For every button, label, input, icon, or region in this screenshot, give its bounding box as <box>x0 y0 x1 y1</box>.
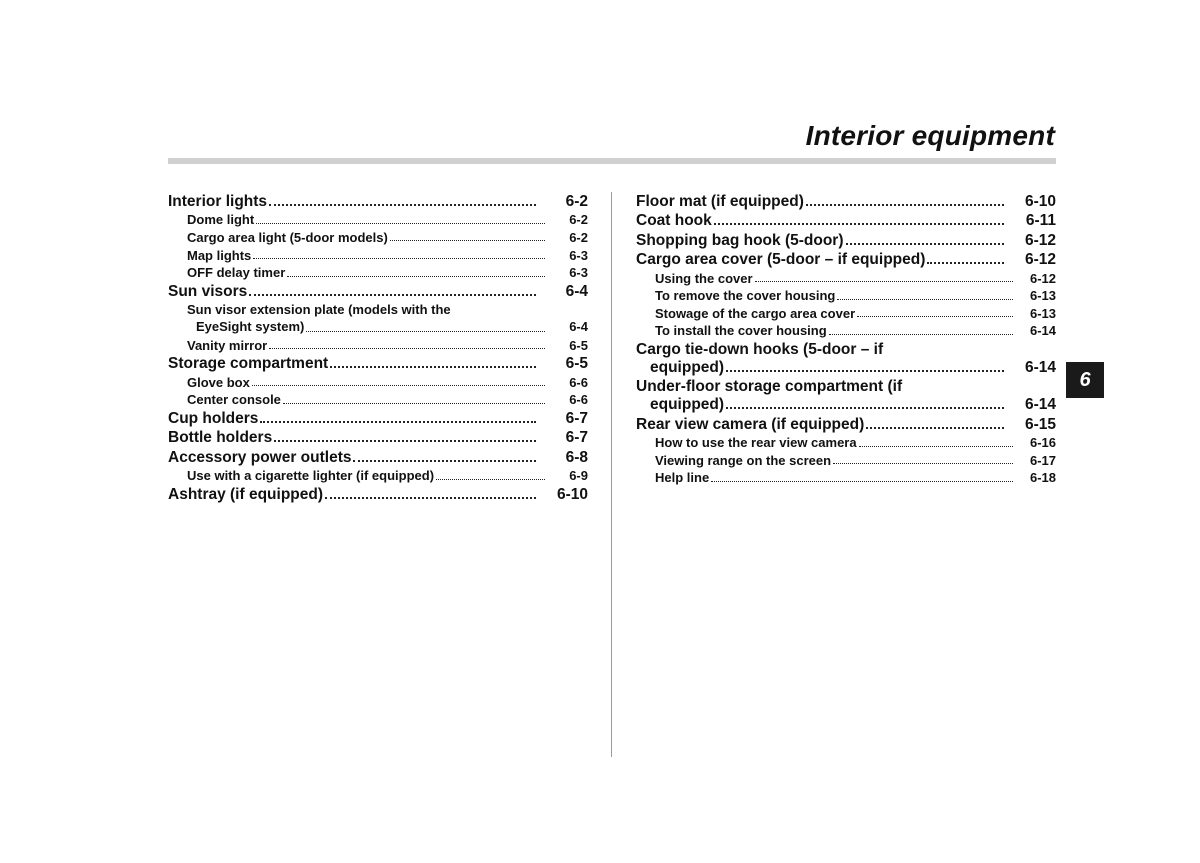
dot-leader <box>829 334 1013 335</box>
toc-entry-label: To remove the cover housing <box>655 288 836 304</box>
toc-entry[interactable] <box>168 355 588 373</box>
toc-page-number: 6-3 <box>569 265 588 281</box>
toc-entry-label: Cargo area cover (5-door – if equipped) <box>636 251 926 269</box>
toc-entry[interactable] <box>636 378 1056 414</box>
toc-entry[interactable] <box>168 429 588 447</box>
toc-page-number: 6-14 <box>1024 396 1056 414</box>
toc-entry-label: Dome light <box>187 212 255 228</box>
toc-page-number: 6-6 <box>569 392 588 408</box>
dot-leader <box>714 223 1004 225</box>
toc-entry-label: Bottle holders <box>168 429 273 447</box>
column-divider <box>611 192 612 757</box>
toc-subentry[interactable] <box>636 470 1056 486</box>
toc-subentry[interactable] <box>168 212 588 228</box>
dot-leader <box>260 421 536 423</box>
toc-entry-label: Coat hook <box>636 212 712 230</box>
toc-page-number: 6-2 <box>569 229 588 245</box>
toc-entry[interactable] <box>168 410 588 428</box>
toc-page-number: 6-7 <box>565 429 588 447</box>
toc-entry-label-continued: EyeSight system) <box>196 318 305 334</box>
toc-page-number: 6-6 <box>569 374 588 390</box>
dot-leader <box>859 446 1013 447</box>
toc-entry-label: Glove box <box>187 374 250 390</box>
toc-entry[interactable] <box>636 341 1056 377</box>
toc-subentry[interactable] <box>168 265 588 281</box>
dot-leader <box>837 299 1013 300</box>
toc-entry-label: Map lights <box>187 247 252 263</box>
toc-page-number: 6-16 <box>1029 435 1056 451</box>
toc-page-number: 6-13 <box>1029 288 1056 304</box>
toc-entry-label: How to use the rear view camera <box>655 435 857 451</box>
toc-entry[interactable] <box>168 193 588 211</box>
dot-leader <box>269 348 545 349</box>
toc-entry-label: Sun visor extension plate (models with the <box>187 302 451 318</box>
toc-subentry[interactable] <box>168 248 588 264</box>
dot-leader <box>306 331 545 332</box>
toc-page-number: 6-12 <box>1029 270 1056 286</box>
toc-entry-label: Ashtray (if equipped) <box>168 485 324 503</box>
toc-entry-label: Stowage of the cargo area cover <box>655 305 856 321</box>
dot-leader <box>726 370 1004 372</box>
toc-page-number: 6-5 <box>565 355 588 373</box>
toc-entry-label: Storage compartment <box>168 355 329 373</box>
toc-page-number: 6-2 <box>565 193 588 210</box>
toc-page-number: 6-3 <box>569 247 588 263</box>
dot-leader <box>249 294 536 296</box>
toc-page-number: 6-17 <box>1029 452 1056 468</box>
toc-page-number: 6-15 <box>1024 415 1056 433</box>
toc-page-number: 6-4 <box>565 282 588 300</box>
dot-leader <box>927 262 1004 264</box>
dot-leader <box>330 366 536 368</box>
toc-subentry[interactable] <box>168 375 588 391</box>
toc-entry-label: Floor mat (if equipped) <box>636 193 804 210</box>
dot-leader <box>806 204 1004 206</box>
toc-entry-label: Interior lights <box>168 193 268 210</box>
toc-entry-label: Shopping bag hook (5-door) <box>636 231 844 249</box>
toc-subentry[interactable] <box>636 288 1056 304</box>
toc-entry-label: Using the cover <box>655 270 753 286</box>
toc-entry-label: Use with a cigarette lighter (if equipped) <box>187 468 435 484</box>
toc-entry-label: Sun visors <box>168 282 248 300</box>
toc-entry-label: Viewing range on the screen <box>655 452 832 468</box>
toc-entry[interactable] <box>636 193 1056 211</box>
toc-page-number: 6-12 <box>1024 251 1056 269</box>
dot-leader <box>283 403 545 404</box>
dot-leader <box>269 204 536 206</box>
toc-page-number: 6-13 <box>1029 305 1056 321</box>
toc-entry-label: Cargo tie-down hooks (5-door – if <box>636 340 884 358</box>
toc-entry[interactable] <box>636 232 1056 250</box>
dot-leader <box>857 316 1013 317</box>
dot-leader <box>274 440 536 442</box>
dot-leader <box>833 463 1013 464</box>
toc-page-number: 6-8 <box>565 448 588 466</box>
toc-page-number: 6-11 <box>1025 212 1056 230</box>
dot-leader <box>325 497 536 499</box>
dot-leader <box>866 427 1004 429</box>
dot-leader <box>436 479 545 480</box>
toc-entry-label-continued: equipped) <box>650 358 725 376</box>
dot-leader <box>353 460 536 462</box>
toc-subentry[interactable] <box>168 230 588 246</box>
section-tab[interactable]: 6 <box>1066 362 1104 398</box>
toc-subentry[interactable] <box>636 435 1056 451</box>
dot-leader <box>253 258 545 259</box>
toc-entry-label: To install the cover housing <box>655 323 827 339</box>
toc-page-number: 6-9 <box>569 468 588 484</box>
toc-subentry[interactable] <box>168 468 588 484</box>
toc-entry-label: Accessory power outlets <box>168 448 352 466</box>
dot-leader <box>711 481 1013 482</box>
toc-right-column <box>636 193 1056 488</box>
toc-entry-label: Rear view camera (if equipped) <box>636 415 865 433</box>
toc-entry-label: Cargo area light (5-door models) <box>187 229 388 245</box>
toc-page-number: 6-18 <box>1029 470 1056 486</box>
title-rule <box>168 158 1056 164</box>
toc-entry[interactable] <box>636 212 1056 230</box>
dot-leader <box>256 223 545 224</box>
toc-subentry[interactable] <box>168 392 588 408</box>
toc-subentry[interactable] <box>636 306 1056 322</box>
toc-entry-label: Under-floor storage compartment (if <box>636 378 903 396</box>
toc-page-number: 6-5 <box>569 337 588 353</box>
page-title: Interior equipment <box>805 120 1055 151</box>
toc-entry-label: Help line <box>655 470 710 486</box>
toc-entry[interactable] <box>168 283 588 301</box>
toc-subentry[interactable] <box>636 453 1056 469</box>
toc-page-number: 6-2 <box>569 212 588 228</box>
toc-subentry[interactable] <box>168 338 588 354</box>
toc-page-number: 6-4 <box>569 318 588 334</box>
toc-left-column <box>168 193 588 505</box>
dot-leader <box>252 385 545 386</box>
toc-entry-label-continued: equipped) <box>650 396 725 414</box>
toc-entry-label: Center console <box>187 392 281 408</box>
toc-entry-label: OFF delay timer <box>187 265 286 281</box>
toc-page-number: 6-10 <box>1024 193 1056 210</box>
toc-entry-label: Cup holders <box>168 409 259 427</box>
toc-page-number: 6-14 <box>1029 323 1056 339</box>
toc-subentry[interactable] <box>636 271 1056 287</box>
toc-page-number: 6-7 <box>565 409 588 427</box>
toc-subentry[interactable] <box>168 302 588 336</box>
toc-entry[interactable] <box>636 251 1056 269</box>
toc-page-number: 6-10 <box>556 485 588 503</box>
toc-page-number: 6-14 <box>1024 358 1056 376</box>
dot-leader <box>390 240 545 241</box>
toc-entry[interactable] <box>168 449 588 467</box>
dot-leader <box>846 243 1005 245</box>
dot-leader <box>755 281 1013 282</box>
toc-entry[interactable] <box>636 416 1056 434</box>
toc-entry[interactable] <box>168 486 588 504</box>
toc-page-number: 6-12 <box>1024 231 1056 249</box>
toc-entry-label: Vanity mirror <box>187 337 268 353</box>
toc-subentry[interactable] <box>636 323 1056 339</box>
dot-leader <box>287 276 545 277</box>
dot-leader <box>726 407 1004 409</box>
